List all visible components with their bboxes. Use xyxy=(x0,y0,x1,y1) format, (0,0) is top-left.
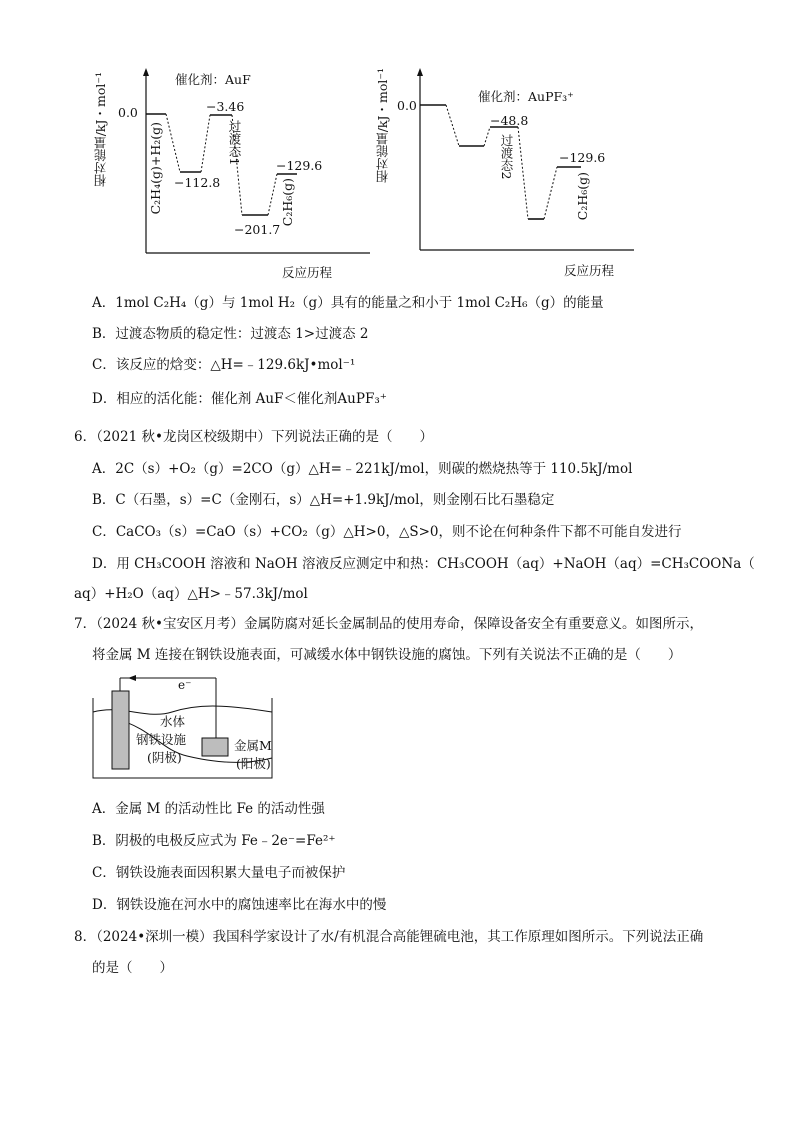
y-axis-arrow-2 xyxy=(417,68,423,76)
diagram-1 xyxy=(90,62,380,287)
q7-option-d: D．钢铁设施在河水中的腐蚀速率比在海水中的慢 xyxy=(92,897,387,913)
q5-option-c: C．该反应的焓变：△H=﹣129.6kJ•mol⁻¹ xyxy=(92,357,356,373)
q6-option-d-line1: D．用 CH₃COOH 溶液和 NaOH 溶液反应测定中和热：CH₃COOH（aq）+NaOH（aq）=CH₃COONa（ xyxy=(92,556,755,572)
q7-option-c: C．钢铁设施表面因积累大量电子而被保护 xyxy=(92,865,346,881)
min-value-1: −201.7 xyxy=(234,222,281,237)
y-axis-label-1: 相对能量/kJ・mol⁻¹ xyxy=(93,72,108,187)
electron-label: e⁻ xyxy=(178,678,192,692)
diagram-2 xyxy=(372,62,642,287)
metal-pole-label: (阳极) xyxy=(236,756,271,771)
electron-arrow-icon xyxy=(128,675,136,681)
x-axis-label-2: 反应历程 xyxy=(564,263,615,278)
q6-option-a: A．2C（s）+O₂（g）=2CO（g）△H=﹣221kJ/mol，则碳的燃烧热等于 110.5kJ/mol xyxy=(92,461,633,477)
q6-stem: 6．（2021 秋•龙岗区校级期中）下列说法正确的是（ ） xyxy=(74,429,433,445)
ts1-value: −3.46 xyxy=(206,99,245,114)
steel-pole-label: (阴极) xyxy=(147,750,182,765)
metal-m xyxy=(202,738,228,756)
steel-label: 钢铁设施 xyxy=(136,732,187,747)
q7-option-a: A．金属 M 的活动性比 Fe 的活动性强 xyxy=(92,801,325,817)
y-axis-arrow-1 xyxy=(143,68,149,76)
corrosion-diagram xyxy=(92,670,282,786)
product-label-2: C₂H₆(g) xyxy=(575,172,590,221)
water-label: 水体 xyxy=(160,714,186,729)
ts2-label: 过渡态2 xyxy=(499,134,514,180)
q7-stem-line2: 将金属 M 连接在钢铁设施表面，可减缓水体中钢铁设施的腐蚀。下列有关说法不正确的是（ ） xyxy=(92,647,682,663)
catalyst-label-1: 催化剂：AuF xyxy=(175,72,251,87)
zero-label-1: 0.0 xyxy=(118,105,138,120)
intermediate-value-1: −112.8 xyxy=(174,175,221,190)
q5-option-b: B．过渡态物质的稳定性：过渡态 1>过渡态 2 xyxy=(92,326,369,342)
reactant-label-1: C₂H₄(g)+H₂(g) xyxy=(148,122,163,215)
catalyst-label-2: 催化剂：AuPF₃⁺ xyxy=(478,89,574,104)
q6-option-b: B．C（石墨，s）=C（金刚石，s）△H=+1.9kJ/mol，则金刚石比石墨稳定 xyxy=(92,492,555,508)
q5-option-a: A．1mol C₂H₄（g）与 1mol H₂（g）具有的能量之和小于 1mol C₂H₆（g）的能量 xyxy=(92,295,604,311)
x-axis-label-1: 反应历程 xyxy=(282,265,333,280)
product-value-1: −129.6 xyxy=(276,158,323,173)
ts1-label: 过渡态1 xyxy=(227,120,242,166)
product-value-2: −129.6 xyxy=(559,150,606,165)
q8-stem-line1: 8．（2024•深圳一模）我国科学家设计了水/有机混合高能锂硫电池，其工作原理如图所示。下列说法正确 xyxy=(74,929,704,945)
product-label-1: C₂H₆(g) xyxy=(280,178,295,227)
ts2-value: −48.8 xyxy=(490,113,529,128)
q6-option-d-line2: aq）+H₂O（aq）△H>﹣57.3kJ/mol xyxy=(74,586,308,602)
zero-label-2: 0.0 xyxy=(397,98,417,113)
q7-stem-line1: 7．（2024 秋•宝安区月考）金属防腐对延长金属制品的使用寿命，保障设备安全有重要意义。如图所示， xyxy=(74,616,703,632)
q8-stem-line2: 的是（ ） xyxy=(92,960,173,976)
steel-facility xyxy=(112,691,129,769)
y-axis-label-2: 相对能量/kJ・mol⁻¹ xyxy=(375,68,390,183)
q6-option-c: C．CaCO₃（s）=CaO（s）+CO₂（g）△H>0，△S>0，则不论在何种条件下都不可能自发进行 xyxy=(92,524,682,540)
energy-profile-1 xyxy=(90,62,380,287)
q5-option-d: D．相应的活化能：催化剂 AuF＜催化剂AuPF₃⁺ xyxy=(92,391,387,407)
q7-option-b: B．阴极的电极反应式为 Fe﹣2e⁻=Fe²⁺ xyxy=(92,833,336,849)
metal-label: 金属M xyxy=(234,738,272,753)
